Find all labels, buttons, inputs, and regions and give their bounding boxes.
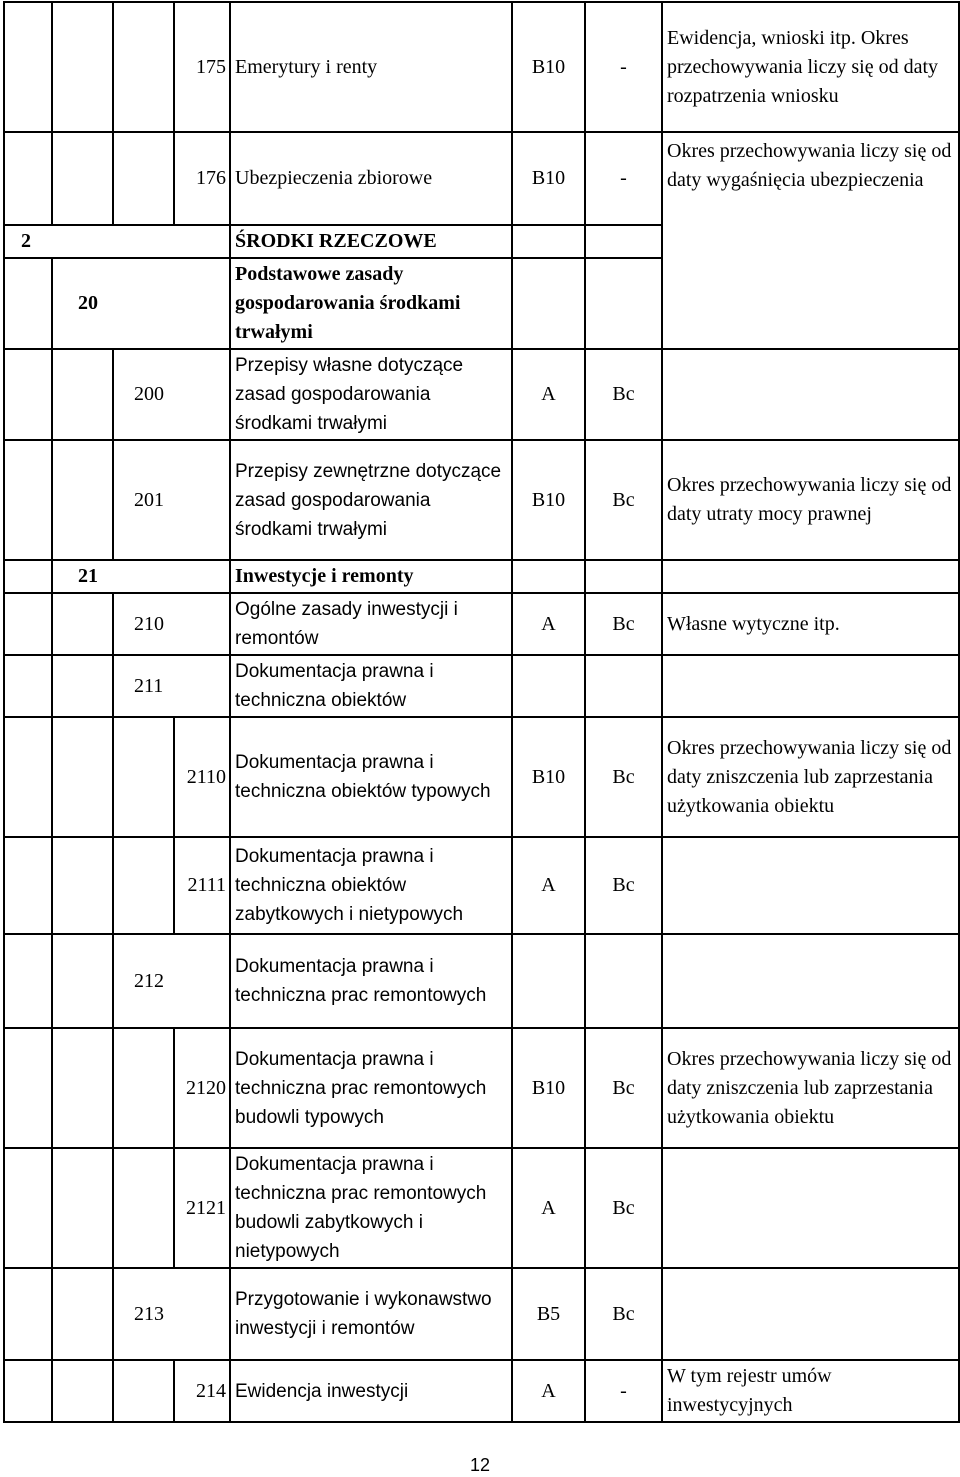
class-title: Ogólne zasady inwestycji i remontów — [230, 593, 512, 655]
class-title: Przepisy zewnętrzne dotyczące zasad gospodarowania środkami trwałymi — [230, 440, 512, 560]
category-mark: A — [512, 1148, 585, 1268]
class-code-level-3: 200 — [113, 349, 230, 440]
remarks: Okres przechowywania liczy się od daty zniszczenia lub zaprzestania użytkowania obiektu — [662, 1028, 959, 1148]
table-row — [4, 837, 959, 934]
table-row — [4, 560, 959, 593]
class-title: ŚRODKI RZECZOWE — [230, 225, 512, 258]
category-mark-secondary: Bc — [585, 1028, 662, 1148]
table-row — [4, 1148, 959, 1268]
remarks — [662, 1148, 959, 1268]
page-number: 12 — [469, 1455, 491, 1475]
class-title: Dokumentacja prawna i techniczna obiektów zabytkowych i nietypowych — [230, 837, 512, 934]
table-row — [4, 1028, 959, 1148]
class-title: Dokumentacja prawna i techniczna obiektów typowych — [230, 717, 512, 837]
category-mark: B10 — [512, 440, 585, 560]
class-title: Przepisy własne dotyczące zasad gospodarowania środkami trwałymi — [230, 349, 512, 440]
category-mark-secondary: - — [585, 2, 662, 132]
class-code-level-1: 2 — [4, 225, 230, 258]
table-row — [4, 2, 959, 132]
class-title: Ewidencja inwestycji — [230, 1360, 512, 1422]
table-row — [4, 349, 959, 440]
category-mark-secondary: Bc — [585, 837, 662, 934]
category-mark-secondary: Bc — [585, 593, 662, 655]
category-mark: A — [512, 1360, 585, 1422]
class-code: 214 — [174, 1360, 230, 1422]
remarks: Ewidencja, wnioski itp. Okres przechowywania liczy się od daty rozpatrzenia wniosku — [662, 2, 959, 132]
category-mark: A — [512, 593, 585, 655]
class-title: Dokumentacja prawna i techniczna prac remontowych budowli zabytkowych i nietypowych — [230, 1148, 512, 1268]
class-code: 2121 — [174, 1148, 230, 1268]
class-code: 2120 — [174, 1028, 230, 1148]
class-code-level-3: 213 — [113, 1268, 230, 1360]
category-mark-secondary: Bc — [585, 440, 662, 560]
category-mark-secondary: Bc — [585, 349, 662, 440]
table-row — [4, 440, 959, 560]
category-mark-secondary: Bc — [585, 1148, 662, 1268]
class-title: Podstawowe zasady gospodarowania środkami trwałymi — [230, 258, 512, 349]
class-code-level-3: 212 — [113, 934, 230, 1028]
class-code: 2111 — [174, 837, 230, 934]
category-mark: B10 — [512, 717, 585, 837]
class-title: Inwestycje i remonty — [230, 560, 512, 593]
table-row — [4, 1268, 959, 1360]
retention-schedule-table — [3, 1, 960, 1423]
class-title: Dokumentacja prawna i techniczna obiektów — [230, 655, 512, 717]
class-title: Dokumentacja prawna i techniczna prac remontowych budowli typowych — [230, 1028, 512, 1148]
remarks: Okres przechowywania liczy się od daty zniszczenia lub zaprzestania użytkowania obiektu — [662, 717, 959, 837]
class-code-level-3: 201 — [113, 440, 230, 560]
class-code-level-2: 21 — [52, 560, 230, 593]
table-row — [4, 655, 959, 717]
table-row — [4, 132, 959, 225]
category-mark-secondary: - — [585, 1360, 662, 1422]
class-title: Przygotowanie i wykonawstwo inwestycji i remontów — [230, 1268, 512, 1360]
remarks: Własne wytyczne itp. — [662, 593, 959, 655]
remarks: Okres przechowywania liczy się od daty wygaśnięcia ubezpieczenia — [662, 132, 959, 349]
table-row — [4, 934, 959, 1028]
category-mark-secondary: - — [585, 132, 662, 225]
class-title: Emerytury i renty — [230, 2, 512, 132]
class-code: 176 — [174, 132, 230, 225]
class-title: Ubezpieczenia zbiorowe — [230, 132, 512, 225]
remarks: Okres przechowywania liczy się od daty utraty mocy prawnej — [662, 440, 959, 560]
class-code-level-3: 211 — [113, 655, 230, 717]
class-code: 2110 — [174, 717, 230, 837]
class-title: Dokumentacja prawna i techniczna prac remontowych — [230, 934, 512, 1028]
remarks: W tym rejestr umów inwestycyjnych — [662, 1360, 959, 1422]
category-mark: B10 — [512, 132, 585, 225]
category-mark: B10 — [512, 1028, 585, 1148]
remarks — [662, 837, 959, 934]
class-code-level-3: 210 — [113, 593, 230, 655]
table-row — [4, 717, 959, 837]
category-mark: B5 — [512, 1268, 585, 1360]
class-code-level-2: 20 — [52, 258, 230, 349]
category-mark: A — [512, 837, 585, 934]
class-code: 175 — [174, 2, 230, 132]
category-mark: B10 — [512, 2, 585, 132]
table-row — [4, 1360, 959, 1422]
remarks — [662, 1268, 959, 1360]
category-mark: A — [512, 349, 585, 440]
category-mark-secondary: Bc — [585, 1268, 662, 1360]
table-row — [4, 593, 959, 655]
remarks — [662, 349, 959, 440]
category-mark-secondary: Bc — [585, 717, 662, 837]
